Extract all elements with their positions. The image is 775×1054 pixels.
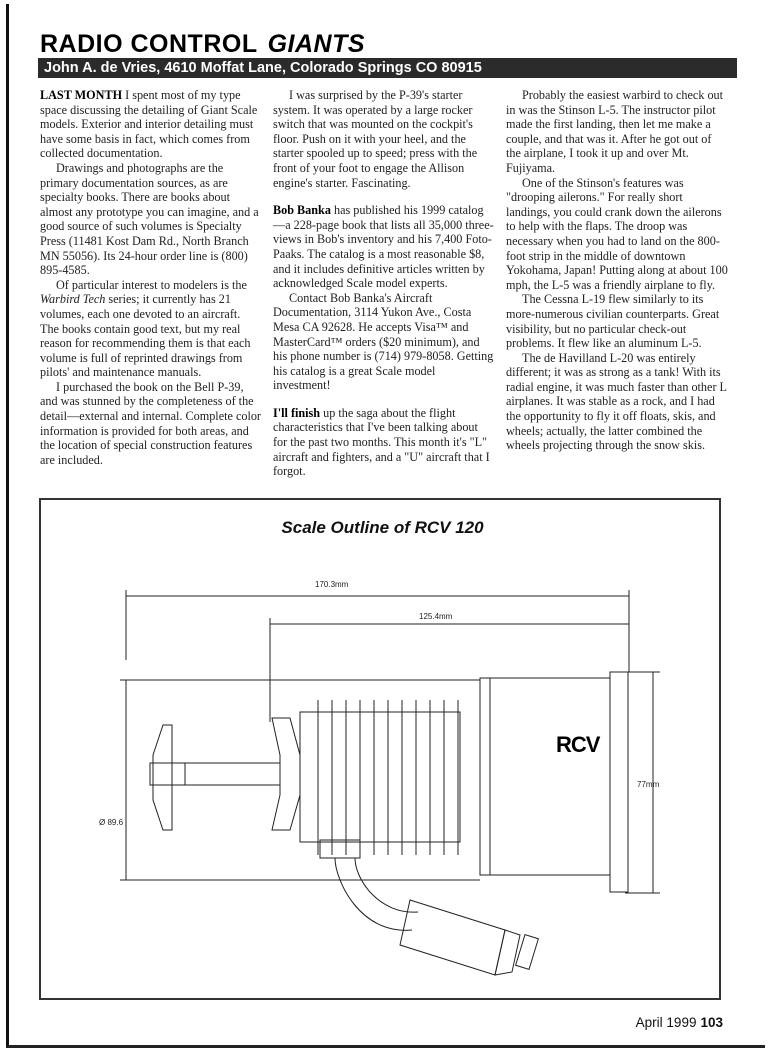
- issue-date: April 1999: [635, 1015, 697, 1030]
- lead-in: Bob Banka: [273, 203, 331, 218]
- exhaust-header: [335, 858, 412, 930]
- paragraph: I was surprised by the P-39's starter system. It was operated by a large rocker switch that was mounted on the cockpit's floor. Push on it with your heel, and the starter spooled up to speed; press with the front of your foot to engage the Allison engine's starter. Fascinating.: [273, 88, 478, 190]
- prop-shaft: [150, 763, 280, 785]
- muffler: [400, 900, 505, 975]
- dim-label-diameter: Ø 89.6: [99, 818, 124, 827]
- cooling-fins: [318, 700, 458, 855]
- paragraph-text: has published his 1999 catalog—a 228-page book that lists all 35,000 three-views in Bob's inventory and his 7,400 Foto-Paaks. The catalog is a most reasonable $8, and it includes definitive articles written by acknowledged Scale model experts.: [273, 203, 494, 291]
- paragraph: The Cessna L-19 flew similarly to its more-numerous civilian counterparts. Great visibility, but no particular check-out problems. It flew like an aluminum L-5.: [506, 292, 720, 351]
- lead-in: I'll finish: [273, 405, 321, 420]
- title-main: RADIO CONTROL: [40, 30, 258, 58]
- paragraph: One of the Stinson's features was "drooping ailerons." For really short landings, you could crank down the ailerons to help with the flaps. The droop was necessary when you had to land on the 800-foot strip in the middle of downtown Yokohama, Japan! Putting along at about 100 mph, the L-5 was a friendly airplane to fly.: [506, 175, 728, 292]
- dim-label-height: 77mm: [637, 780, 660, 789]
- paragraph-text: I spent most of my type space discussing the detailing of Giant Scale models. Exterior and interior detailing must have some basis in fact, which comes from collected documentation.: [40, 88, 258, 161]
- exhaust-port: [320, 840, 360, 858]
- dim-label-overall: 170.3mm: [315, 580, 349, 589]
- page-number: 103: [700, 1015, 723, 1030]
- paragraph-text: Of particular interest to modelers is the: [56, 277, 247, 292]
- rcv-logo: RCV: [556, 732, 600, 757]
- paragraph: Contact Bob Banka's Aircraft Documentation, 3114 Yukon Ave., Costa Mesa CA 92628. He accepts Visa™ and MasterCard™ orders ($20 minimum), and his phone number is (714) 979-8058. Getting his catalog is a great Scale model investment!: [273, 290, 494, 393]
- cylinder: [300, 712, 460, 842]
- author-byline: John A. de Vries, 4610 Moffat Lane, Colorado Springs CO 80915: [38, 58, 737, 78]
- figure-title-text: Scale Outline of RCV 120: [281, 518, 484, 537]
- paragraph: I purchased the book on the Bell P-39, and was stunned by the completeness of the detail—external and internal. Complete color information is provided for both areas, and the location of special construction features are included.: [40, 379, 261, 467]
- front-housing: [272, 718, 300, 830]
- prop-washer: [153, 725, 172, 830]
- paragraph: Drawings and photographs are the primary documentation sources, as are specialty books. There are books about almost any prototype you can imagine, and a good source of such volumes is Specialty Press (11481 Kost Dam Rd., North Branch MN 55056). Its 24-hour order line is (800) 895-4585.: [40, 160, 259, 278]
- page-footer: [636, 1015, 723, 1030]
- dim-label-body: 125.4mm: [419, 612, 453, 621]
- crankcase: [480, 678, 610, 875]
- paragraph-text: up the saga about the flight characteristics that I've been talking about for the past two months. This month it's "L" aircraft and fighters, and a "U" aircraft that I forgot.: [273, 405, 490, 479]
- lead-in: LAST MONTH: [40, 88, 123, 102]
- title-italic: GIANTS: [267, 30, 366, 58]
- paragraph-text: series; it currently has 21 volumes, each one devoted to an aircraft. The books contain good text, but my real reason for recommending them is that each volume is full of reprinted drawings from pilots' and maintenance manuals.: [40, 292, 251, 380]
- paragraph: Probably the easiest warbird to check out in was the Stinson L-5. The instructor pilot made the first landing, then let me make a couple, and that was it. After he got out of the airplane, I took it up and over Mt. Fujiyama.: [506, 88, 724, 175]
- book-series-title: Warbird Tech: [40, 292, 106, 307]
- backplate: [610, 672, 628, 892]
- paragraph: The de Havilland L-20 was entirely different; it was as strong as a tank! With its radial engine, it was much faster than other L airplanes. It was stable as a rock, and I had the opportunity to fly it off floats, skis, and wheels; actually, the latter combined the wheels projecting through the snow skis.: [506, 350, 727, 453]
